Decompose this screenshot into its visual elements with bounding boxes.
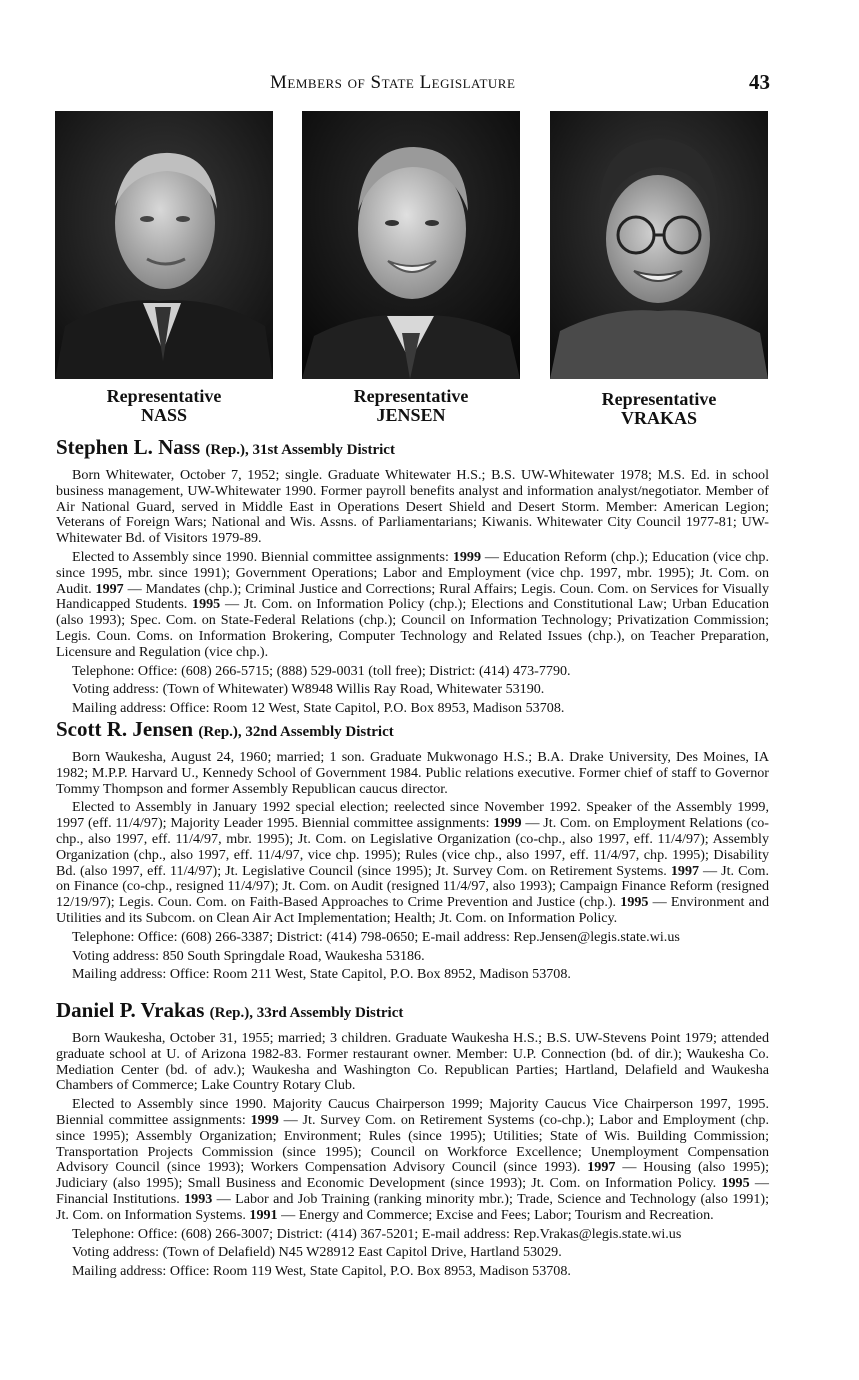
voting-address: Voting address: (Town of Delafield) N45 W28912 East Capitol Drive, Hartland 53029. <box>72 1244 562 1261</box>
party-district: (Rep.), 32nd Assembly District <box>198 724 394 740</box>
caption-title: Representative <box>353 386 469 406</box>
telephone-line: Telephone: Office: (608) 266-5715; (888) 529-0031 (toll free); District: (414) 473-7790. <box>72 662 571 679</box>
committee-paragraph: Elected to Assembly since 1990. Biennial committee assignments: 1999 — Education Reform (chp.); Education (vice chp. since 1995, mbr. since 1991); Government Operations; Labor and Employment (vice chp. 1997, mbr. 1995); Jt. Com. on Audit. 1997 — Mandates (chp.); Criminal Justice and Corrections; Rural Affairs; Legis. Coun. Com. on Services for Visually Handicapped Students. 1995 — Jt. Com. on Information Policy (chp.); Elections and Constitutional Law; Urban Education (also 1993); Spec. Com. on State-Federal Relations (chp.); Council on Information Technology; Privatization Commission; Legis. Coun. Coms. on Information Brokering, Computer Technology and Related Issues (chp.), on Teacher Preparation, Licensure and Regulation (vice chp.). <box>56 548 770 660</box>
member-name: Daniel P. Vrakas <box>56 998 205 1022</box>
telephone-line: Telephone: Office: (608) 266-3007; District: (414) 367-5201; E-mail address: Rep.Vrakas@legis.state.wi.us <box>72 1225 682 1242</box>
mailing-address: Mailing address: Office: Room 119 West, State Capitol, P.O. Box 8953, Madison 53708. <box>72 1263 571 1280</box>
party-district: (Rep.), 31st Assembly District <box>205 442 395 458</box>
background-paragraph: Born Whitewater, October 7, 1952; single. Graduate Whitewater H.S.; B.S. UW-Whitewater 1978; M.S. Ed. in school business management, UW-Whitewater 1990. Former payroll benefits analyst and information analyst/negotiator. Member of Air National Guard, served in Middle East in Operations Desert Shield and Desert Storm. Member: American Legion; Veterans of Foreign Wars; National and Wis. Assns. of Parliamentarians; Kiwanis. Whitewater City Council 1977-81; UW-Whitewater Bd. of Visitors 1979-89. <box>56 467 769 547</box>
biography-jensen <box>56 718 769 986</box>
member-heading <box>56 718 769 743</box>
mailing-address: Mailing address: Office: Room 12 West, State Capitol, P.O. Box 8953, Madison 53708. <box>72 700 565 717</box>
member-name: Stephen L. Nass <box>56 435 201 459</box>
caption-surname: VRAKAS <box>620 408 697 428</box>
photo-jensen <box>302 111 520 379</box>
background-paragraph: Born Waukesha, August 24, 1960; married; 1 son. Graduate Mukwonago H.S.; B.A. Drake University, Des Moines, IA 1982; M.P.P. Harvard U., Kennedy School of Government 1984. Public relations executive. Former chief of staff to Governor Tommy Thompson and former Assembly Republican caucus director. <box>56 749 769 797</box>
caption-surname: NASS <box>140 405 188 425</box>
photo-nass <box>55 111 273 379</box>
voting-address: Voting address: (Town of Whitewater) W8948 Willis Ray Road, Whitewater 53190. <box>72 681 545 698</box>
caption-title: Representative <box>106 386 222 406</box>
party-district: (Rep.), 33rd Assembly District <box>209 1005 404 1021</box>
running-head <box>0 72 859 96</box>
portrait-vrakas <box>550 111 768 428</box>
running-title: Members of State Legislature <box>270 72 516 93</box>
portrait-caption-nass <box>55 387 273 425</box>
biography-nass <box>56 436 769 720</box>
committee-paragraph: Elected to Assembly in January 1992 special election; reelected since November 1992. Speaker of the Assembly 1999, 1997 (eff. 11/4/97); Majority Leader 1995. Biennial committee assignments: 1999 — Jt. Com. on Employment Relations (co-chp., also 1997, eff. 11/4/97, mbr. 1995); Jt. Com. on Legislative Organization (co-chp., also 1997, eff. 11/4/97); Assembly Organization (chp., also 1997, eff. 11/4/97, vice chp. 1995); Rules (vice chp., also 1997, eff. 11/4/97, chp. 1995); Disability Bd. (also 1997, eff. 11/4/97); Jt. Legislative Council (since 1995); Jt. Survey Com. on Retirement Systems. 1997 — Jt. Com. on Finance (co-chp., resigned 11/4/97); Jt. Com. on Audit (resigned 11/4/97, also 1993); Campaign Finance Reform (resigned 12/19/97); Legis. Coun. Com. on Faith-Based Approaches to Crime Prevention and Justice (chp.). 1995 — Environment and Utilities and its Subcom. on Clean Air Act Implementation; Health; Jt. Com. on Information Policy. <box>56 799 770 926</box>
caption-surname: JENSEN <box>376 405 446 425</box>
caption-title: Representative <box>601 389 717 409</box>
member-heading <box>56 999 769 1024</box>
background-paragraph: Born Waukesha, October 31, 1955; married; 3 children. Graduate Waukesha H.S.; B.S. UW-Stevens Point 1979; attended graduate school at U. of Arizona 1982-83. Former restaurant owner. Member: U.P. Connection (bd. of dir.); Waukesha Co. Mediation Center (bd. of adv.); Waukesha and Washington Co. Republican Parties; Hartland, Delafield and Waukesha Chambers of Commerce; Lake Country Rotary Club. <box>56 1030 769 1094</box>
page-number: 43 <box>749 70 770 94</box>
portrait-caption-jensen <box>302 387 520 425</box>
voting-address: Voting address: 850 South Springdale Road, Waukesha 53186. <box>72 947 425 964</box>
portrait-caption-vrakas <box>550 390 768 428</box>
telephone-line: Telephone: Office: (608) 266-3387; District: (414) 798-0650; E-mail address: Rep.Jensen@legis.state.wi.us <box>72 928 680 945</box>
biography-vrakas <box>56 999 769 1283</box>
photo-vrakas <box>550 111 768 379</box>
portrait-nass <box>55 111 273 425</box>
member-name: Scott R. Jensen <box>56 717 194 741</box>
mailing-address: Mailing address: Office: Room 211 West, State Capitol, P.O. Box 8952, Madison 53708. <box>72 966 571 983</box>
member-heading <box>56 436 769 461</box>
portrait-jensen <box>302 111 520 425</box>
committee-paragraph: Elected to Assembly since 1990. Majority Caucus Chairperson 1999; Majority Caucus Vice Chairperson 1997, 1995. Biennial committee assignments: 1999 — Jt. Survey Com. on Retirement Systems (co-chp.); Labor and Employment (chp. since 1995); Assembly Organization; Environment; Rules (since 1995); Utilities; State of Wis. Building Commission; Transportation Projects Commission (since 1995); Council on Workforce Excellence; Unemployment Compensation Advisory Council (since 1993); Workers Compensation Advisory Council (since 1993). 1997 — Housing (also 1995); Judiciary (also 1995); Small Business and Economic Development (since 1993); Jt. Com. on Information Policy. 1995 — Financial Institutions. 1993 — Labor and Job Training (ranking minority mbr.); Trade, Science and Technology (also 1991); Jt. Com. on Information Systems. 1991 — Energy and Commerce; Excise and Fees; Labor; Tourism and Recreation. <box>56 1096 770 1223</box>
portrait-row <box>55 111 769 431</box>
